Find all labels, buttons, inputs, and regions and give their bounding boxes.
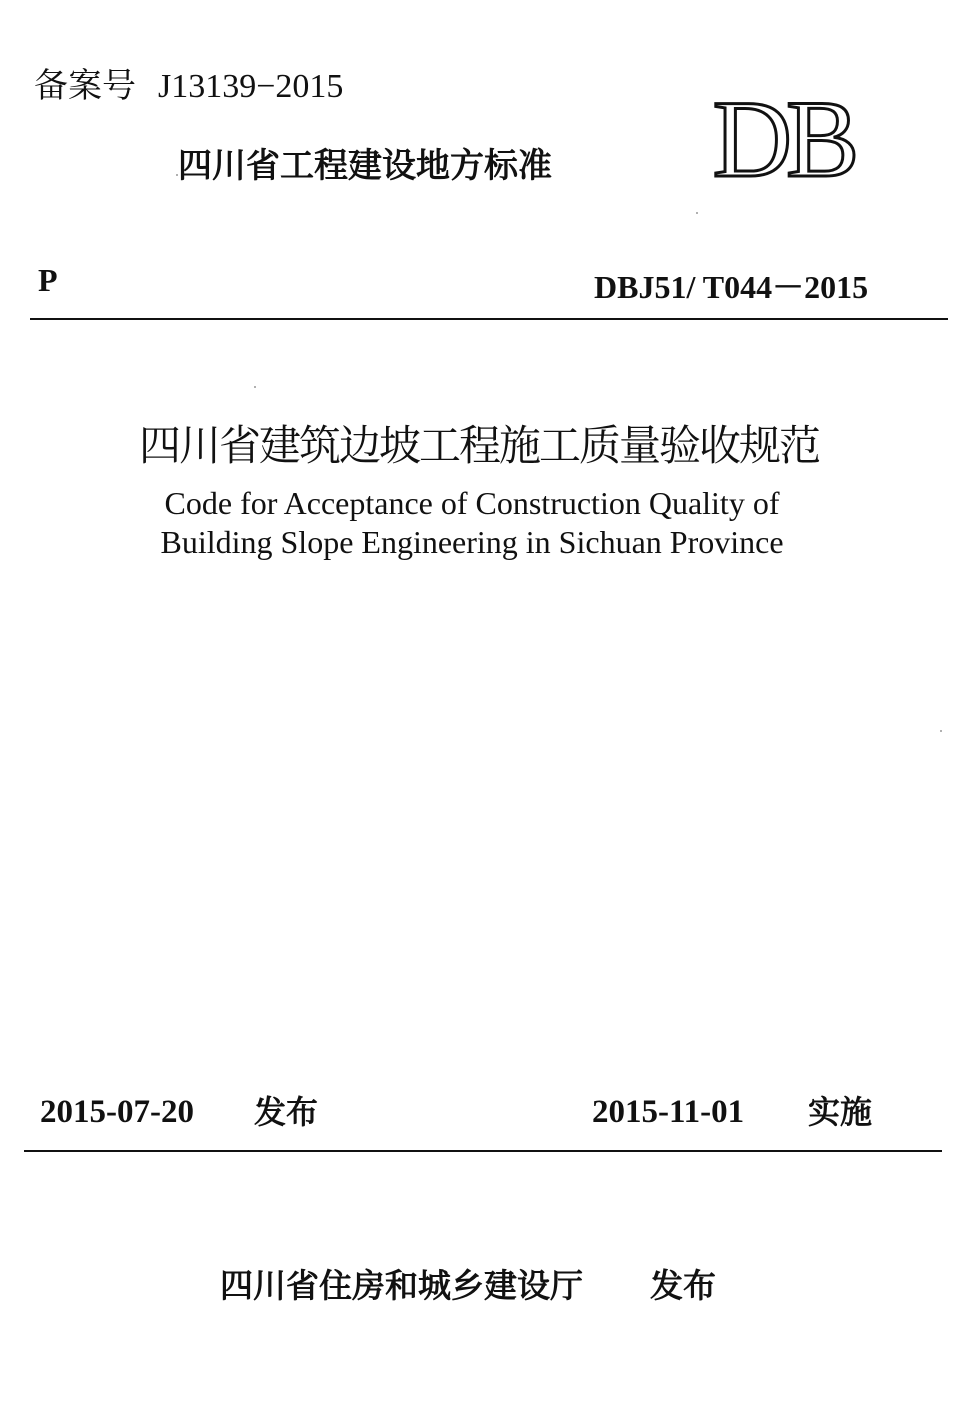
- scan-speck: [176, 174, 178, 176]
- title-chinese: 四川省建筑边坡工程施工质量验收规范: [138, 421, 819, 470]
- bottom-divider: [24, 1150, 942, 1152]
- standard-number: DBJ51/ T044－2015: [594, 269, 869, 305]
- record-label: 备案号: [34, 66, 136, 106]
- implementation-date: 2015-11-01: [592, 1094, 745, 1130]
- scan-speck: [254, 386, 256, 388]
- record-number: J13139−2015: [158, 68, 344, 105]
- scan-speck: [940, 730, 942, 732]
- classification-code: P: [38, 262, 58, 298]
- publisher-name: 四川省住房和城乡建设厅: [220, 1266, 583, 1305]
- top-divider: [30, 318, 948, 320]
- publisher-label: 发布: [650, 1266, 716, 1305]
- issue-date: 2015-07-20: [40, 1094, 194, 1130]
- record-line: [34, 66, 343, 107]
- title-english-line1: Code for Acceptance of Construction Quality of: [164, 485, 780, 521]
- issue-label: 发布: [254, 1093, 319, 1131]
- implementation-label: 实施: [808, 1093, 873, 1131]
- scan-speck: [696, 212, 698, 214]
- title-english-line2: Building Slope Engineering in Sichuan Province: [160, 524, 784, 560]
- standard-category: 四川省工程建设地方标准: [178, 146, 552, 186]
- db-logo-text: DB: [712, 92, 854, 182]
- db-logo: [680, 92, 886, 182]
